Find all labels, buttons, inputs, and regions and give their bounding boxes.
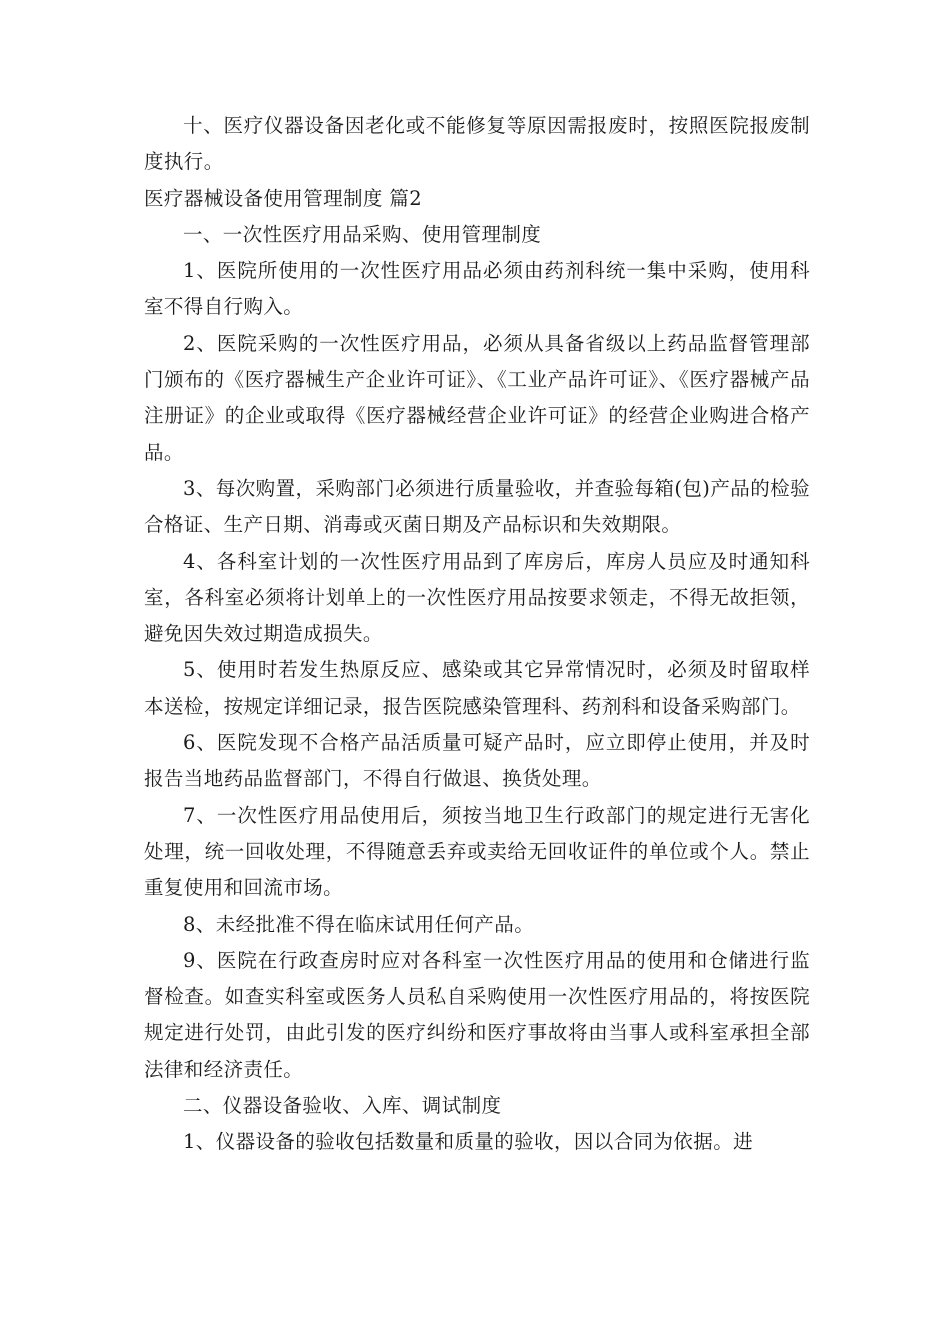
paragraph-item-3: 3、每次购置，采购部门必须进行质量验收，并查验每箱(包)产品的检验合格证、生产日期、消毒或灭菌日期及产品标识和失效期限。 <box>144 476 810 537</box>
paragraph-item-7: 7、一次性医疗用品使用后，须按当地卫生行政部门的规定进行无害化处理，统一回收处理，不得随意丢弃或卖给无回收证件的单位或个人。禁止重复使用和回流市场。 <box>144 803 810 900</box>
subsection-heading-disposables: 一、一次性医疗用品采购、使用管理制度 <box>183 222 542 246</box>
subsection-heading-equipment: 二、仪器设备验收、入库、调试制度 <box>183 1094 502 1118</box>
section-title: 医疗器械设备使用管理制度 篇2 <box>144 186 423 210</box>
paragraph-scrap-clause: 十、医疗仪器设备因老化或不能修复等原因需报废时，按照医院报废制度执行。 <box>144 114 810 174</box>
paragraph-item-1: 1、医院所使用的一次性医疗用品必须由药剂科统一集中采购，使用科室不得自行购入。 <box>144 259 810 319</box>
paragraph-item-6: 6、医院发现不合格产品活质量可疑产品时，应立即停止使用，并及时报告当地药品监督部门，不得自行做退、换货处理。 <box>144 731 810 791</box>
paragraph-item-2: 2、医院采购的一次性医疗用品，必须从具备省级以上药品监督管理部门颁布的《医疗器械生产企业许可证》、《工业产品许可证》、《医疗器械产品注册证》的企业或取得《医疗器械经营企业许可证》的经营企业购进合格产品。 <box>144 331 810 464</box>
paragraph-item-5: 5、使用时若发生热原反应、感染或其它异常情况时，必须及时留取样本送检，按规定详细记录，报告医院感染管理科、药剂科和设备采购部门。 <box>144 658 810 718</box>
paragraph-item-4: 4、各科室计划的一次性医疗用品到了库房后，库房人员应及时通知科室，各科室必须将计划单上的一次性医疗用品按要求领走，不得无故拒领，避免因失效过期造成损失。 <box>144 549 810 646</box>
paragraph-equipment-item-1: 1、仪器设备的验收包括数量和质量的验收，因以合同为依据。进 <box>183 1130 754 1154</box>
document-body <box>144 108 810 1161</box>
paragraph-item-8: 8、未经批准不得在临床试用任何产品。 <box>183 912 535 936</box>
paragraph-item-9: 9、医院在行政查房时应对各科室一次性医疗用品的使用和仓储进行监督检查。如查实科室或医务人员私自采购使用一次性医疗用品的，将按医院规定进行处罚，由此引发的医疗纠纷和医疗事故将由当事人或科室承担全部法律和经济责任。 <box>144 948 810 1081</box>
